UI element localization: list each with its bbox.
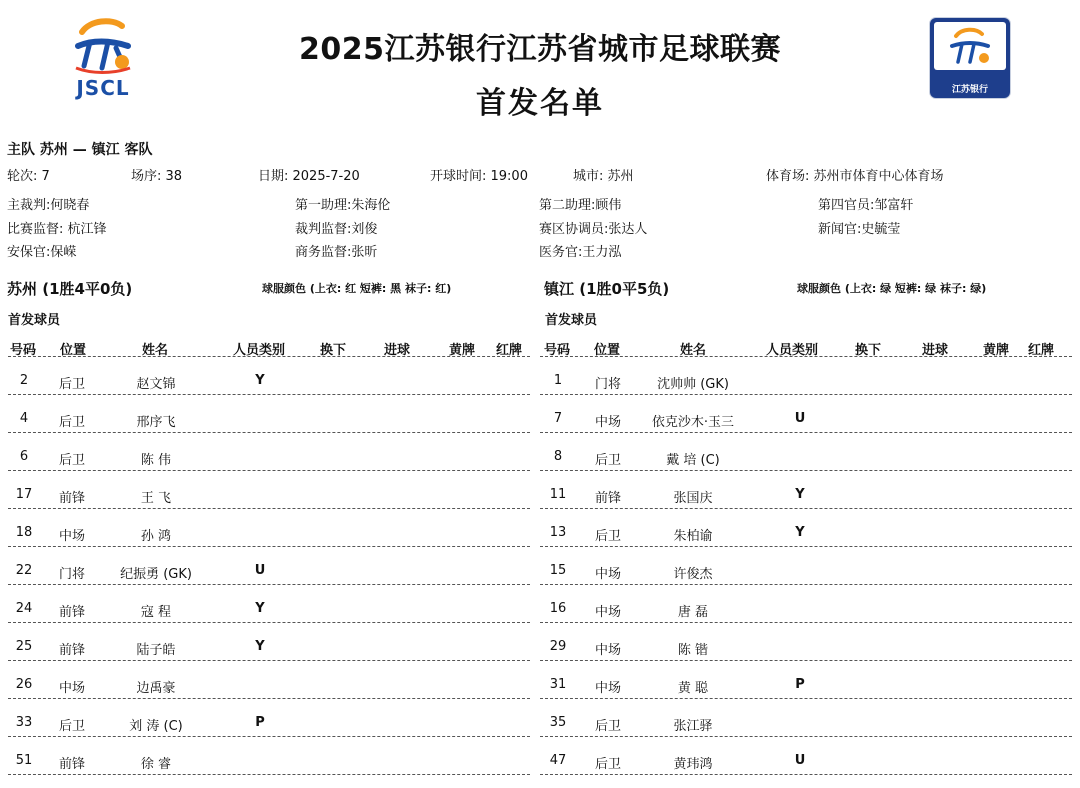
home-kit-colors: 球服颜色 (上衣: 红 短裤: 黑 袜子: 红): [262, 282, 452, 295]
away-player-name: 陈 锴: [677, 643, 709, 658]
away-player-position: 中场: [594, 567, 621, 582]
home-player-position: 后卫: [58, 719, 85, 734]
away-player-position: 后卫: [594, 719, 621, 734]
home-starters-label: 首发球员: [8, 313, 61, 328]
row-divider: [540, 432, 1072, 433]
away-player-name: 戴 培 (C): [666, 453, 720, 468]
row-divider: [8, 432, 530, 433]
roster-table: [0, 362, 1080, 780]
home-player-number: 51: [15, 753, 33, 768]
home-player-number: 2: [19, 373, 29, 388]
row-divider: [8, 622, 530, 623]
away-player-position: 前锋: [594, 491, 621, 506]
home-player-name: 纪振勇 (GK): [120, 567, 192, 582]
page-subtitle: 首发名单: [476, 86, 604, 121]
medical-officer: 医务官:王力泓: [539, 245, 622, 260]
venue-coordinator: 赛区协调员:张达人: [539, 222, 648, 237]
home-player-number: 26: [15, 677, 33, 692]
row-divider: [8, 774, 530, 775]
row-divider: [8, 698, 530, 699]
home-player-type: U: [254, 563, 266, 578]
away-col-goals: 进球: [922, 343, 949, 358]
home-col-position: 位置: [60, 343, 87, 358]
away-col-yellow: 黄牌: [983, 343, 1010, 358]
row-divider: [540, 736, 1072, 737]
away-player-number: 35: [549, 715, 567, 730]
referee: 主裁判:何晓春: [7, 198, 90, 213]
away-player-position: 中场: [594, 605, 621, 620]
home-col-sub-off: 换下: [320, 343, 347, 358]
row-divider: [8, 736, 530, 737]
assistant-referee-1: 第一助理:朱海伦: [295, 198, 391, 213]
home-player-number: 25: [15, 639, 33, 654]
home-player-name: 边禹豪: [136, 681, 176, 696]
away-player-number: 7: [553, 411, 563, 426]
home-player-position: 中场: [58, 681, 85, 696]
home-player-number: 4: [19, 411, 29, 426]
away-player-name: 沈帅帅 (GK): [657, 377, 729, 392]
away-col-type: 人员类别: [766, 343, 819, 358]
away-player-position: 中场: [594, 643, 621, 658]
home-player-type: Y: [255, 601, 265, 616]
home-player-position: 前锋: [58, 757, 85, 772]
row-divider: [8, 660, 530, 661]
away-player-position: 后卫: [594, 529, 621, 544]
row-divider: [540, 508, 1072, 509]
away-player-name: 许俊杰: [673, 567, 713, 582]
away-col-red: 红牌: [1028, 343, 1055, 358]
home-player-number: 24: [15, 601, 33, 616]
away-col-name: 姓名: [680, 343, 707, 358]
home-player-number: 6: [19, 449, 29, 464]
row-divider: [8, 470, 530, 471]
home-player-position: 前锋: [58, 491, 85, 506]
away-player-name: 朱柏谕: [673, 529, 713, 544]
away-player-name: 黄 聪: [677, 681, 709, 696]
match-commissioner: 比赛监督: 杭江锋: [7, 222, 107, 237]
away-player-type: U: [794, 753, 806, 768]
home-col-red: 红牌: [496, 343, 523, 358]
away-player-type: Y: [795, 525, 805, 540]
home-player-position: 门将: [58, 567, 85, 582]
home-player-name: 陆子皓: [136, 643, 176, 658]
away-col-position: 位置: [594, 343, 621, 358]
kickoff-time: 开球时间: 19:00: [430, 169, 528, 184]
match-date: 日期: 2025-7-20: [258, 169, 360, 184]
away-player-position: 门将: [594, 377, 621, 392]
away-player-number: 1: [553, 373, 563, 388]
commercial-supervisor: 商务监督:张昕: [295, 245, 378, 260]
away-player-number: 29: [549, 639, 567, 654]
away-player-number: 16: [549, 601, 567, 616]
row-divider: [540, 622, 1072, 623]
home-player-position: 前锋: [58, 643, 85, 658]
row-divider: [540, 546, 1072, 547]
row-divider: [540, 356, 1072, 357]
away-player-position: 后卫: [594, 453, 621, 468]
row-divider: [8, 584, 530, 585]
away-player-type: Y: [795, 487, 805, 502]
city: 城市: 苏州: [573, 169, 634, 184]
home-player-name: 刘 涛 (C): [129, 719, 183, 734]
row-divider: [8, 394, 530, 395]
row-divider: [540, 774, 1072, 775]
page-title: 2025江苏银行江苏省城市足球联赛: [299, 32, 781, 67]
away-player-number: 47: [549, 753, 567, 768]
away-kit-colors: 球服颜色 (上衣: 绿 短裤: 绿 袜子: 绿): [797, 282, 987, 295]
home-player-type: Y: [255, 373, 265, 388]
home-col-goals: 进球: [384, 343, 411, 358]
home-player-name: 陈 伟: [140, 453, 172, 468]
away-starters-label: 首发球员: [545, 313, 598, 328]
stadium: 体育场: 苏州市体育中心体育场: [766, 169, 944, 184]
away-player-name: 依克沙木·玉三: [651, 415, 735, 430]
away-player-position: 后卫: [594, 757, 621, 772]
away-col-number: 号码: [544, 343, 571, 358]
row-divider: [8, 508, 530, 509]
home-player-number: 18: [15, 525, 33, 540]
home-player-position: 后卫: [58, 377, 85, 392]
home-player-name: 赵文锦: [136, 377, 176, 392]
away-player-number: 11: [549, 487, 567, 502]
away-player-position: 中场: [594, 415, 621, 430]
home-player-name: 徐 睿: [140, 757, 172, 772]
away-player-type: P: [795, 677, 805, 692]
away-player-position: 中场: [594, 681, 621, 696]
away-player-name: 张国庆: [673, 491, 713, 506]
security-officer: 安保官:保嵘: [7, 245, 77, 260]
match-number: 场序: 38: [131, 169, 183, 184]
row-divider: [540, 394, 1072, 395]
home-player-name: 王 飞: [140, 491, 172, 506]
home-player-name: 邢序飞: [136, 415, 176, 430]
round: 轮次: 7: [7, 169, 50, 184]
home-player-type: P: [255, 715, 265, 730]
fourth-official: 第四官员:邹富轩: [818, 198, 914, 213]
away-team-title: 镇江 (1胜0平5负): [544, 280, 670, 298]
away-player-name: 唐 磊: [677, 605, 709, 620]
home-col-name: 姓名: [142, 343, 169, 358]
away-player-type: U: [794, 411, 806, 426]
away-player-number: 8: [553, 449, 563, 464]
home-player-position: 前锋: [58, 605, 85, 620]
assistant-referee-2: 第二助理:顾伟: [539, 198, 622, 213]
home-player-position: 后卫: [58, 453, 85, 468]
away-player-name: 张江驿: [673, 719, 713, 734]
home-player-name: 孙 鸿: [140, 529, 172, 544]
row-divider: [8, 356, 530, 357]
bank-logo-text: 江苏银行: [951, 85, 988, 95]
jscl-logo-text: JSCL: [76, 76, 130, 100]
away-player-number: 15: [549, 563, 567, 578]
home-player-position: 后卫: [58, 415, 85, 430]
home-player-type: Y: [255, 639, 265, 654]
home-team-title: 苏州 (1胜4平0负): [7, 280, 133, 298]
row-divider: [8, 546, 530, 547]
away-col-sub-off: 换下: [855, 343, 882, 358]
away-player-number: 13: [549, 525, 567, 540]
row-divider: [540, 698, 1072, 699]
referee-assessor: 裁判监督:刘俊: [295, 222, 378, 237]
away-player-name: 黄玮鸿: [673, 757, 713, 772]
home-col-number: 号码: [10, 343, 37, 358]
home-player-name: 寇 程: [140, 605, 172, 620]
row-divider: [540, 584, 1072, 585]
home-col-type: 人员类别: [233, 343, 286, 358]
home-player-position: 中场: [58, 529, 85, 544]
home-player-number: 17: [15, 487, 33, 502]
away-player-number: 31: [549, 677, 567, 692]
home-player-number: 22: [15, 563, 33, 578]
home-player-number: 33: [15, 715, 33, 730]
home-col-yellow: 黄牌: [449, 343, 476, 358]
media-officer: 新闻官:史毓莹: [818, 222, 901, 237]
teams-line: 主队 苏州 — 镇江 客队: [7, 142, 153, 158]
row-divider: [540, 470, 1072, 471]
row-divider: [540, 660, 1072, 661]
